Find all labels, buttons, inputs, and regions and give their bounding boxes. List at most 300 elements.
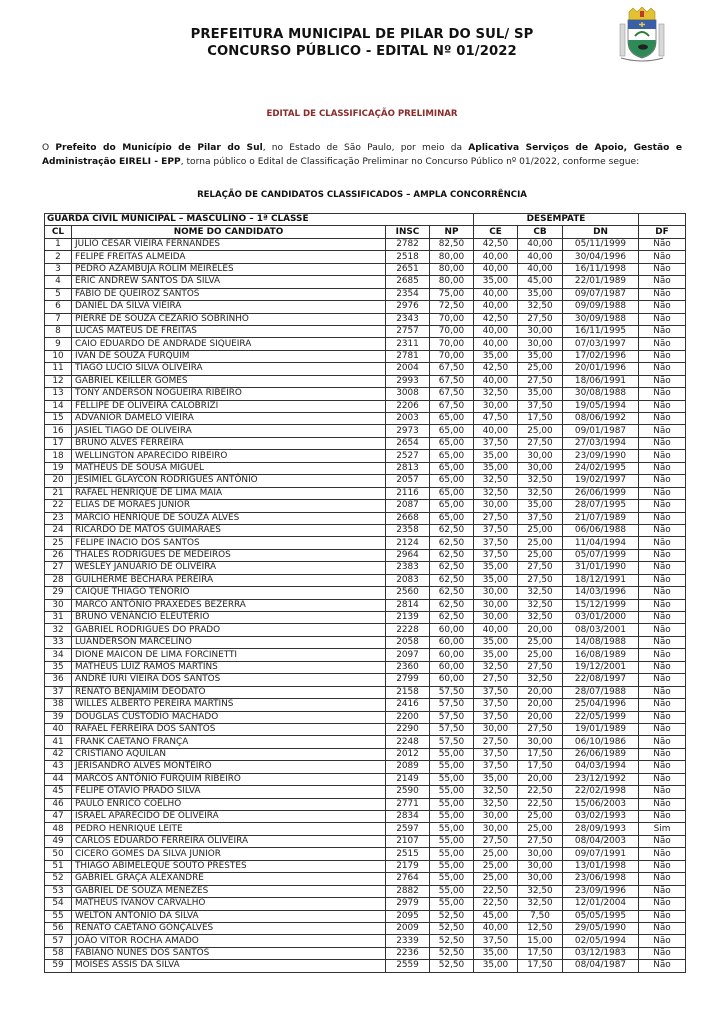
cell-np: 80,00 [430, 251, 474, 263]
cell-df: Não [639, 773, 686, 785]
document-title-line1: PREFEITURA MUNICIPAL DE PILAR DO SUL/ SP [190, 27, 534, 42]
cell-ce: 35,00 [474, 960, 518, 972]
cell-cb: 17,50 [518, 960, 563, 972]
cell-dn: 14/08/1988 [563, 636, 639, 648]
cell-cb: 25,00 [518, 636, 563, 648]
table-row [45, 960, 686, 972]
cell-ce: 42,50 [474, 238, 518, 250]
cell-nome: RAFAEL HENRIQUE DE LIMA MAIA [72, 487, 386, 499]
table-row [45, 350, 686, 362]
cell-insc: 2107 [386, 835, 430, 847]
cell-nome: FÁBIO DE QUEIROZ SANTOS [72, 288, 386, 300]
cell-cb: 27,50 [518, 835, 563, 847]
cell-ce: 27,50 [474, 736, 518, 748]
cell-df: Não [639, 935, 686, 947]
cell-ce: 40,00 [474, 624, 518, 636]
table-row [45, 798, 686, 810]
table-row [45, 922, 686, 934]
cell-cl: 23 [45, 512, 72, 524]
table-row [45, 276, 686, 288]
table-row [45, 450, 686, 462]
cell-df: Não [639, 947, 686, 959]
cell-np: 62,50 [430, 562, 474, 574]
cell-nome: ELIAS DE MORAES JUNIOR [72, 500, 386, 512]
cell-np: 65,00 [430, 475, 474, 487]
cell-cl: 18 [45, 450, 72, 462]
cell-insc: 2124 [386, 537, 430, 549]
cell-cb: 27,50 [518, 574, 563, 586]
cell-cl: 15 [45, 413, 72, 425]
cell-insc: 2515 [386, 848, 430, 860]
table-row [45, 475, 686, 487]
cell-cb: 32,50 [518, 487, 563, 499]
cell-ce: 37,50 [474, 699, 518, 711]
cell-ce: 32,50 [474, 661, 518, 673]
cell-np: 65,00 [430, 500, 474, 512]
cell-df: Não [639, 960, 686, 972]
table-row [45, 500, 686, 512]
cell-insc: 2003 [386, 413, 430, 425]
cell-nome: MATHEUS LUIZ RAMOS MARTINS [72, 661, 386, 673]
cell-insc: 2343 [386, 313, 430, 325]
cell-cl: 34 [45, 649, 72, 661]
cell-df: Não [639, 898, 686, 910]
cell-cb: 37,50 [518, 512, 563, 524]
cell-nome: JOÃO VITOR ROCHA AMADO [72, 935, 386, 947]
cell-dn: 15/06/2003 [563, 798, 639, 810]
cell-dn: 23/09/1990 [563, 450, 639, 462]
cell-dn: 30/08/1988 [563, 388, 639, 400]
cell-cl: 40 [45, 723, 72, 735]
cell-ce: 42,50 [474, 313, 518, 325]
cell-np: 55,00 [430, 835, 474, 847]
cell-df: Não [639, 649, 686, 661]
cell-cb: 32,50 [518, 674, 563, 686]
cell-dn: 23/06/1998 [563, 873, 639, 885]
cell-ce: 35,00 [474, 649, 518, 661]
cell-nome: MARCO ANTÔNIO PRAXEDES BEZERRA [72, 599, 386, 611]
cell-ce: 35,00 [474, 636, 518, 648]
cell-insc: 2236 [386, 947, 430, 959]
cell-cb: 40,00 [518, 263, 563, 275]
cell-ce: 35,00 [474, 947, 518, 959]
cell-dn: 22/08/1997 [563, 674, 639, 686]
cell-insc: 2668 [386, 512, 430, 524]
cell-df: Não [639, 811, 686, 823]
cell-nome: TIAGO LUCIO SILVA OLIVEIRA [72, 363, 386, 375]
cell-df: Não [639, 686, 686, 698]
cell-df: Não [639, 587, 686, 599]
table-row [45, 612, 686, 624]
cell-ce: 45,00 [474, 910, 518, 922]
cell-cb: 22,50 [518, 786, 563, 798]
cell-ce: 42,50 [474, 363, 518, 375]
cell-df: Não [639, 437, 686, 449]
table-row [45, 649, 686, 661]
cell-np: 65,00 [430, 450, 474, 462]
cell-cb: 17,50 [518, 748, 563, 760]
cell-ce: 40,00 [474, 338, 518, 350]
col-header-cl: CL [45, 226, 72, 238]
cell-ce: 37,50 [474, 537, 518, 549]
cell-ce: 37,50 [474, 935, 518, 947]
cell-ce: 25,00 [474, 873, 518, 885]
cell-cb: 30,00 [518, 338, 563, 350]
cell-cl: 6 [45, 301, 72, 313]
cell-nome: THALES RODRIGUES DE MEDEIROS [72, 549, 386, 561]
cell-df: Não [639, 624, 686, 636]
cell-nome: FELIPE INACIO DOS SANTOS [72, 537, 386, 549]
cell-ce: 40,00 [474, 922, 518, 934]
cell-cl: 59 [45, 960, 72, 972]
cell-insc: 2179 [386, 860, 430, 872]
intro-text: , torna público o Edital de Classificação Preliminar no Concurso Público nº 01/2022, conforme segue: [180, 157, 640, 167]
cell-cl: 37 [45, 686, 72, 698]
table-row [45, 711, 686, 723]
cell-np: 52,50 [430, 947, 474, 959]
cell-ce: 35,00 [474, 773, 518, 785]
cell-df: Não [639, 674, 686, 686]
cell-ce: 35,00 [474, 450, 518, 462]
cell-np: 70,00 [430, 313, 474, 325]
cell-cb: 30,00 [518, 736, 563, 748]
cell-ce: 25,00 [474, 848, 518, 860]
cell-df: Não [639, 860, 686, 872]
cell-ce: 35,00 [474, 574, 518, 586]
cell-cb: 30,00 [518, 462, 563, 474]
cell-np: 82,50 [430, 238, 474, 250]
cell-cl: 48 [45, 823, 72, 835]
cell-cb: 32,50 [518, 475, 563, 487]
cell-nome: CAIQUE THIAGO TENORIO [72, 587, 386, 599]
cell-dn: 12/01/2004 [563, 898, 639, 910]
cell-df: Não [639, 574, 686, 586]
cell-cl: 53 [45, 885, 72, 897]
cell-np: 55,00 [430, 898, 474, 910]
cell-insc: 2290 [386, 723, 430, 735]
cell-dn: 16/11/1998 [563, 263, 639, 275]
cell-insc: 2058 [386, 636, 430, 648]
cell-ce: 35,00 [474, 276, 518, 288]
cell-nome: TONY ANDERSON NOGUEIRA RIBEIRO [72, 388, 386, 400]
cell-df: Não [639, 848, 686, 860]
cell-cb: 25,00 [518, 363, 563, 375]
cell-df: Não [639, 599, 686, 611]
cell-cl: 8 [45, 325, 72, 337]
table-row [45, 748, 686, 760]
cell-nome: DIONE MAICON DE LIMA FORCINETTI [72, 649, 386, 661]
cell-insc: 2354 [386, 288, 430, 300]
cell-np: 67,50 [430, 388, 474, 400]
cell-np: 65,00 [430, 512, 474, 524]
cell-nome: MATHEUS IVANOV CARVALHO [72, 898, 386, 910]
cell-df: Sim [639, 823, 686, 835]
cell-ce: 35,00 [474, 350, 518, 362]
cell-insc: 2089 [386, 761, 430, 773]
cell-ce: 30,00 [474, 823, 518, 835]
table-row [45, 313, 686, 325]
cell-ce: 32,50 [474, 786, 518, 798]
cell-nome: RAFAEL FERREIRA DOS SANTOS [72, 723, 386, 735]
cell-np: 57,50 [430, 736, 474, 748]
cell-dn: 08/04/1987 [563, 960, 639, 972]
table-row [45, 574, 686, 586]
cell-dn: 18/06/1991 [563, 375, 639, 387]
cell-nome: WILLES ALBERTO PEREIRA MARTINS [72, 699, 386, 711]
cell-cb: 25,00 [518, 823, 563, 835]
cell-insc: 2560 [386, 587, 430, 599]
cell-df: Não [639, 450, 686, 462]
cell-dn: 09/01/1987 [563, 425, 639, 437]
cell-dn: 23/12/1992 [563, 773, 639, 785]
cell-cb: 22,50 [518, 798, 563, 810]
cell-insc: 2651 [386, 263, 430, 275]
cell-np: 60,00 [430, 674, 474, 686]
cell-cl: 38 [45, 699, 72, 711]
table-row [45, 848, 686, 860]
cell-insc: 2116 [386, 487, 430, 499]
cell-insc: 2057 [386, 475, 430, 487]
cell-ce: 30,00 [474, 587, 518, 599]
cell-np: 55,00 [430, 860, 474, 872]
cell-nome: ERIC ANDREW SANTOS DA SILVA [72, 276, 386, 288]
table-row [45, 301, 686, 313]
cell-df: Não [639, 512, 686, 524]
table-row [45, 537, 686, 549]
table-row [45, 699, 686, 711]
cell-dn: 22/01/1989 [563, 276, 639, 288]
cell-insc: 2782 [386, 238, 430, 250]
cell-df: Não [639, 835, 686, 847]
table-row [45, 562, 686, 574]
cell-insc: 2882 [386, 885, 430, 897]
cell-cb: 32,50 [518, 599, 563, 611]
cell-cl: 32 [45, 624, 72, 636]
cell-nome: MARCOS ANTÔNIO FURQUIM RIBEIRO [72, 773, 386, 785]
cell-cb: 30,00 [518, 860, 563, 872]
table-row [45, 587, 686, 599]
cell-nome: CARLOS EDUARDO FERREIRA OLIVEIRA [72, 835, 386, 847]
cell-np: 60,00 [430, 661, 474, 673]
cell-nome: WELTON ANTONIO DA SILVA [72, 910, 386, 922]
table-row [45, 674, 686, 686]
table-row [45, 898, 686, 910]
cell-dn: 17/02/1996 [563, 350, 639, 362]
cell-df: Não [639, 238, 686, 250]
cell-insc: 2590 [386, 786, 430, 798]
cell-ce: 32,50 [474, 798, 518, 810]
cell-np: 55,00 [430, 773, 474, 785]
cell-df: Não [639, 786, 686, 798]
cell-dn: 13/01/1998 [563, 860, 639, 872]
cell-dn: 16/08/1989 [563, 649, 639, 661]
cell-np: 55,00 [430, 798, 474, 810]
cell-df: Não [639, 425, 686, 437]
cell-np: 57,50 [430, 699, 474, 711]
cell-dn: 28/09/1993 [563, 823, 639, 835]
cell-df: Não [639, 276, 686, 288]
cell-dn: 22/02/1998 [563, 786, 639, 798]
cell-dn: 29/05/1990 [563, 922, 639, 934]
cell-ce: 35,00 [474, 462, 518, 474]
cell-cl: 51 [45, 860, 72, 872]
cell-cb: 17,50 [518, 761, 563, 773]
cell-dn: 20/01/1996 [563, 363, 639, 375]
cell-ce: 37,50 [474, 748, 518, 760]
cell-nome: DOUGLAS CUSTODIO MACHADO [72, 711, 386, 723]
cell-nome: THIAGO ABIMELEQUE SOUTO PRESTES [72, 860, 386, 872]
cell-ce: 30,00 [474, 400, 518, 412]
cell-df: Não [639, 549, 686, 561]
cell-ce: 32,50 [474, 388, 518, 400]
cell-dn: 06/10/1986 [563, 736, 639, 748]
cell-cb: 37,50 [518, 400, 563, 412]
table-row [45, 947, 686, 959]
table-row [45, 686, 686, 698]
table-row [45, 400, 686, 412]
table-row [45, 251, 686, 263]
cell-nome: LUANDERSON MARCELINO [72, 636, 386, 648]
cell-cb: 25,00 [518, 649, 563, 661]
table-row [45, 512, 686, 524]
table-row [45, 873, 686, 885]
cell-cl: 58 [45, 947, 72, 959]
table-row [45, 736, 686, 748]
cell-df: Não [639, 462, 686, 474]
cell-ce: 30,00 [474, 599, 518, 611]
cell-df: Não [639, 537, 686, 549]
cell-cl: 41 [45, 736, 72, 748]
intro-text: O [42, 143, 56, 153]
cell-dn: 04/03/1994 [563, 761, 639, 773]
cell-df: Não [639, 524, 686, 536]
cell-insc: 2248 [386, 736, 430, 748]
cell-np: 67,50 [430, 400, 474, 412]
table-row [45, 860, 686, 872]
cell-cl: 25 [45, 537, 72, 549]
cell-dn: 25/04/1996 [563, 699, 639, 711]
cell-np: 65,00 [430, 413, 474, 425]
cell-cl: 30 [45, 599, 72, 611]
cell-cb: 30,00 [518, 848, 563, 860]
cell-cb: 35,00 [518, 500, 563, 512]
cell-nome: DANIEL DA SILVA VIEIRA [72, 301, 386, 313]
edital-subtitle: EDITAL DE CLASSIFICAÇÃO PRELIMINAR [266, 109, 458, 119]
cell-cl: 19 [45, 462, 72, 474]
cell-insc: 2813 [386, 462, 430, 474]
cell-ce: 40,00 [474, 301, 518, 313]
cell-dn: 03/02/1993 [563, 811, 639, 823]
cell-np: 52,50 [430, 935, 474, 947]
cell-cb: 7,50 [518, 910, 563, 922]
cell-nome: MATHEUS DE SOUSA MIGUEL [72, 462, 386, 474]
cell-cb: 25,00 [518, 811, 563, 823]
cell-np: 52,50 [430, 922, 474, 934]
cell-cb: 32,50 [518, 885, 563, 897]
cell-df: Não [639, 922, 686, 934]
cell-insc: 2973 [386, 425, 430, 437]
cell-np: 65,00 [430, 425, 474, 437]
cell-df: Não [639, 500, 686, 512]
cell-insc: 2339 [386, 935, 430, 947]
table-row [45, 375, 686, 387]
cell-df: Não [639, 325, 686, 337]
cell-insc: 2685 [386, 276, 430, 288]
cell-nome: GABRIEL GRAÇA ALEXANDRE [72, 873, 386, 885]
cell-dn: 09/07/1991 [563, 848, 639, 860]
table-row [45, 524, 686, 536]
cell-np: 55,00 [430, 761, 474, 773]
cell-np: 55,00 [430, 748, 474, 760]
cell-dn: 05/11/1999 [563, 238, 639, 250]
col-header-dn: DN [563, 226, 639, 238]
cell-dn: 24/02/1995 [563, 462, 639, 474]
cell-df: Não [639, 338, 686, 350]
cell-nome: ANDRÉ IURI VIEIRA DOS SANTOS [72, 674, 386, 686]
cell-nome: CICERO GOMES DA SILVA JUNIOR [72, 848, 386, 860]
cell-cl: 29 [45, 587, 72, 599]
table-row [45, 413, 686, 425]
cell-np: 67,50 [430, 363, 474, 375]
cell-np: 65,00 [430, 462, 474, 474]
cell-df: Não [639, 761, 686, 773]
cell-ce: 30,00 [474, 811, 518, 823]
cell-cl: 10 [45, 350, 72, 362]
cell-np: 60,00 [430, 649, 474, 661]
cell-cl: 2 [45, 251, 72, 263]
cell-ce: 30,00 [474, 500, 518, 512]
cell-cl: 5 [45, 288, 72, 300]
cell-cb: 20,00 [518, 686, 563, 698]
cell-df: Não [639, 288, 686, 300]
cell-insc: 2771 [386, 798, 430, 810]
cell-ce: 32,50 [474, 475, 518, 487]
cell-dn: 19/05/1994 [563, 400, 639, 412]
cell-dn: 15/12/1999 [563, 599, 639, 611]
cell-dn: 08/06/1992 [563, 413, 639, 425]
cell-nome: ISRAEL APARECIDO DE OLIVEIRA [72, 811, 386, 823]
cell-cl: 57 [45, 935, 72, 947]
cell-nome: ADVANIOR DAMELO VIEIRA [72, 413, 386, 425]
table-row [45, 885, 686, 897]
cell-cb: 32,50 [518, 301, 563, 313]
col-header-ce: CE [474, 226, 518, 238]
cell-dn: 28/07/1988 [563, 686, 639, 698]
col-header-np: NP [430, 226, 474, 238]
cell-nome: FELIPE FREITAS ALMEIDA [72, 251, 386, 263]
cell-dn: 09/09/1988 [563, 301, 639, 313]
cell-np: 60,00 [430, 636, 474, 648]
cell-ce: 40,00 [474, 288, 518, 300]
table-row [45, 549, 686, 561]
cell-ce: 37,50 [474, 524, 518, 536]
cell-np: 62,50 [430, 612, 474, 624]
table-body [45, 238, 686, 972]
cell-np: 70,00 [430, 350, 474, 362]
section-title: RELAÇÃO DE CANDIDATOS CLASSIFICADOS – AMPLA CONCORRÊNCIA [197, 190, 527, 200]
cell-ce: 27,50 [474, 674, 518, 686]
cell-cb: 27,50 [518, 723, 563, 735]
cell-cl: 7 [45, 313, 72, 325]
cell-dn: 26/06/1999 [563, 487, 639, 499]
cell-ce: 40,00 [474, 375, 518, 387]
cell-dn: 18/12/1991 [563, 574, 639, 586]
cell-df: Não [639, 612, 686, 624]
cell-nome: GABRIEL RODRIGUES DO PRADO [72, 624, 386, 636]
cell-cl: 26 [45, 549, 72, 561]
table-row [45, 761, 686, 773]
cell-ce: 37,50 [474, 761, 518, 773]
